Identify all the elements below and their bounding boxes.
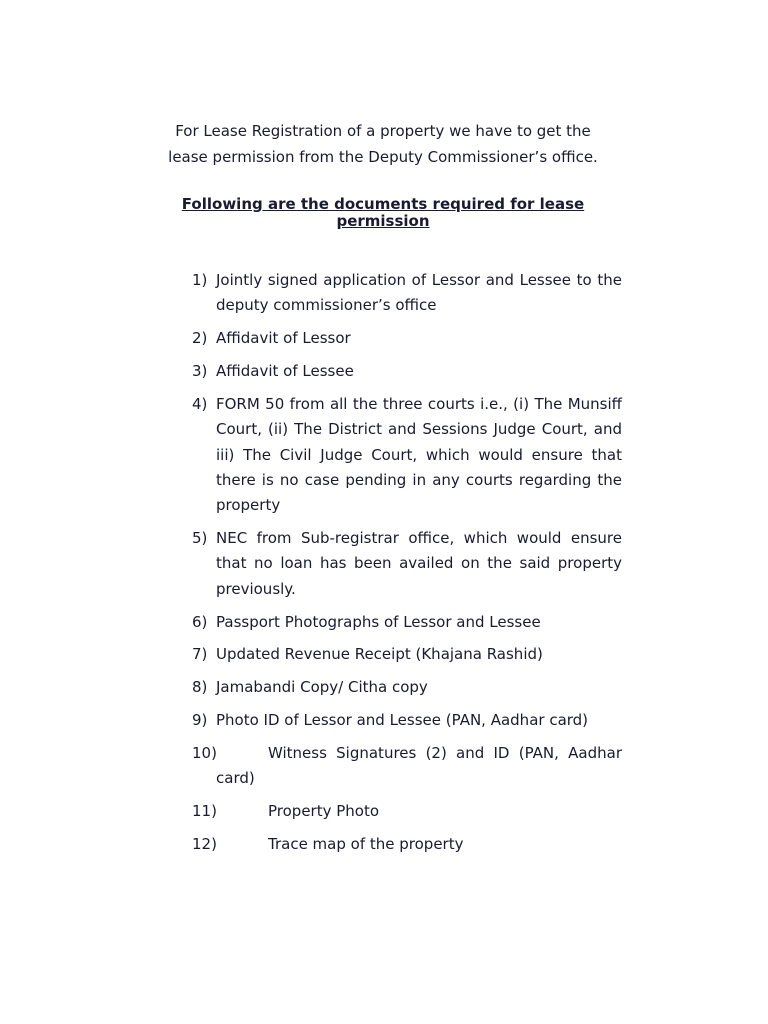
list-item-number: 12)	[192, 835, 217, 854]
list-item-text: NEC from Sub-registrar office, which would ensure that no loan has been availed on the said property previously.	[216, 529, 622, 598]
list-item-number: 2)	[192, 329, 208, 348]
list-item-number: 3)	[192, 362, 208, 381]
documents-list	[192, 268, 622, 865]
list-item	[192, 526, 622, 602]
list-item-text: Updated Revenue Receipt (Khajana Rashid)	[216, 645, 543, 664]
list-item-number: 6)	[192, 612, 208, 631]
list-item-number: 5)	[192, 529, 208, 548]
list-item	[192, 832, 622, 857]
list-item	[192, 741, 622, 792]
list-item	[192, 675, 622, 700]
list-item	[192, 610, 622, 635]
list-item	[192, 392, 622, 518]
list-item-number: 11)	[192, 802, 217, 821]
list-item-number: 8)	[192, 678, 208, 697]
list-item-number: 4)	[192, 394, 208, 413]
list-item	[192, 268, 622, 319]
list-item	[192, 708, 622, 733]
list-item-text: Passport Photographs of Lessor and Lessee	[216, 612, 541, 631]
list-item-text: Affidavit of Lessor	[216, 329, 351, 348]
intro-line-1: For Lease Registration of a property we have to get the	[175, 122, 591, 140]
list-item	[192, 326, 622, 351]
list-item-number: 1)	[192, 271, 208, 289]
list-item	[192, 799, 622, 824]
list-item	[192, 642, 622, 667]
list-item-text: Photo ID of Lessor and Lessee (PAN, Aadhar card)	[216, 711, 589, 730]
list-item-text: Jointly signed application of Lessor and Lessee to the deputy commissioner’s office	[216, 271, 622, 315]
list-item	[192, 359, 622, 384]
list-item-number: 9)	[192, 711, 208, 730]
list-item-number: 7)	[192, 645, 208, 664]
intro-line-2: lease permission from the Deputy Commissioner’s office.	[168, 148, 598, 166]
section-heading: Following are the documents required for lease permission	[181, 195, 585, 230]
list-item-text: Affidavit of Lessee	[216, 362, 354, 381]
intro-paragraph	[150, 118, 616, 170]
list-item-text: Property Photo	[268, 802, 380, 821]
list-item-text: Witness Signatures (2) and ID (PAN, Aadhar card)	[216, 744, 622, 788]
list-item-text: Trace map of the property	[268, 835, 464, 854]
list-item-number: 10)	[192, 744, 217, 763]
list-item-text: Jamabandi Copy/ Citha copy	[216, 678, 428, 697]
list-item-text: FORM 50 from all the three courts i.e., (i) The Munsiff Court, (ii) The District and Sessions Judge Court, and iii) The Civil Judge Court, which would ensure that there is no case pending in any courts regarding the property	[216, 394, 622, 515]
